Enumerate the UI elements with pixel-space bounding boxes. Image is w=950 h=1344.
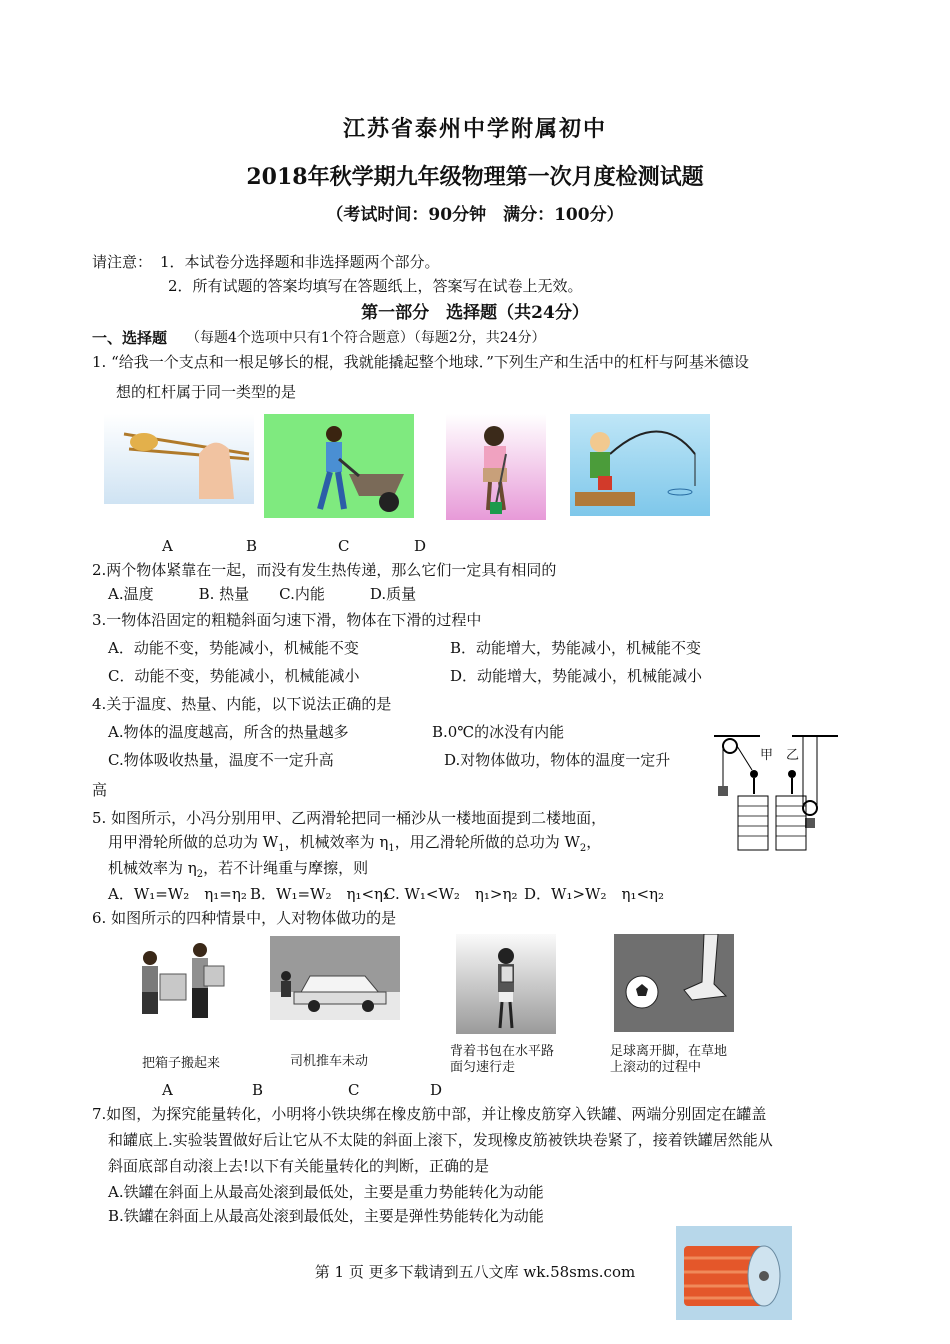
part1-title: 第一部分 选择题（共24分） <box>361 303 589 323</box>
q6-caption-b: 司机推车未动 <box>290 1054 369 1069</box>
q5-option-d: D．W₁>W₂ η₁<η₂ <box>524 885 665 903</box>
q1-label-a: A <box>162 537 173 555</box>
q6-label-d: D <box>430 1081 443 1099</box>
q3-option-a: A．动能不变，势能减小，机械能不变 <box>108 639 359 657</box>
fig-label-yi: 乙 <box>786 748 800 763</box>
q6-label-c: C <box>348 1081 360 1099</box>
q5-option-a: A．W₁=W₂ η₁=η₂ <box>108 885 247 903</box>
q7-line1: 7.如图，为探究能量转化，小明将小铁块绑在橡皮筋中部，并让橡皮筋穿入铁罐、两端分别固定在罐盖 <box>92 1105 767 1123</box>
q4-option-d: D.对物体做功，物体的温度一定升 <box>444 751 671 769</box>
q5-line2: 用甲滑轮所做的总功为 $W_1$，机械效率为 $\eta_1$，用乙滑轮所做的总功为 $W_2$， <box>108 833 602 854</box>
school-name: 江苏省泰州中学附属初中 <box>342 116 607 142</box>
q4-option-b: B.0℃的冰没有内能 <box>432 723 565 741</box>
q6-label-a: A <box>162 1081 173 1099</box>
q1-line1: 1. “给我一个支点和一根足够长的棍，我就能撬起整个地球．”下列生产和生活中的杠杆与阿基米德设 <box>92 353 749 371</box>
q1-label-c: C <box>338 537 350 555</box>
q6-caption-c1: 背着书包在水平路 <box>450 1044 555 1059</box>
q6-caption-c2: 面匀速行走 <box>450 1060 516 1075</box>
q3-option-c: C．动能不变，势能减小，机械能减小 <box>108 667 360 685</box>
q6-caption-d1: 足球离开脚，在草地 <box>610 1044 728 1059</box>
fishing-rod-image <box>570 414 710 516</box>
q4-stem: 4.关于温度、热量、内能，以下说法正确的是 <box>92 695 392 713</box>
exam-info: （考试时间：90分钟 满分：100分） <box>326 205 624 225</box>
q4-option-d-cont: 高 <box>92 781 108 799</box>
notice-label: 请注意： <box>92 253 153 271</box>
fig-label-jia: 甲 <box>760 748 774 763</box>
q1-label-d: D <box>414 537 427 555</box>
q3-option-b: B．动能增大，势能减小，机械能不变 <box>450 639 702 657</box>
q5-line1: 5. 如图所示，小冯分别用甲、乙两滑轮把同一桶沙从一楼地面提到二楼地面， <box>92 809 607 827</box>
q4-option-c: C.物体吸收热量，温度不一定升高 <box>108 751 334 769</box>
broom-sweeping-image <box>446 414 546 520</box>
q7-option-b: B.铁罐在斜面上从最高处滚到最低处，主要是弹性势能转化为动能 <box>108 1207 544 1225</box>
notice-item-2: 2．所有试题的答案均填写在答题纸上，答案写在试卷上无效。 <box>168 277 583 295</box>
football-kick-image <box>614 934 734 1032</box>
lifting-box-image <box>130 938 230 1026</box>
q2-options: A.温度 B. 热量 C.内能 D.质量 <box>108 585 417 603</box>
q4-option-a: A.物体的温度越高，所含的热量越多 <box>108 723 349 741</box>
section-desc: （每题4个选项中只有1个符合题意）（每题2分，共24分） <box>186 330 546 346</box>
wheelbarrow-image <box>264 414 414 518</box>
q1-label-b: B <box>246 537 258 555</box>
q5-option-c: C. W₁<W₂ η₁>η₂ <box>384 885 518 903</box>
q1-line2: 想的杠杆属于同一类型的是 <box>116 383 297 401</box>
q6-caption-a: 把箱子搬起来 <box>142 1056 221 1071</box>
q7-line3: 斜面底部自动滚上去!以下有关能量转化的判断，正确的是 <box>108 1157 490 1175</box>
q6-label-b: B <box>252 1081 264 1099</box>
q7-option-a: A.铁罐在斜面上从最高处滚到最低处，主要是重力势能转化为动能 <box>108 1183 544 1201</box>
notice-item-1: 1．本试卷分选择题和非选择题两个部分。 <box>160 253 440 271</box>
q5-line3: 机械效率为 $\eta_2$，若不计绳重与摩擦，则 <box>108 859 369 880</box>
q2-stem: 2.两个物体紧靠在一起，而没有发生热传递，那么它们一定具有相同的 <box>92 561 557 579</box>
section-label: 一、选择题 <box>92 329 168 347</box>
walking-backpack-image <box>456 934 556 1034</box>
chopsticks-image <box>104 414 254 504</box>
q3-stem: 3.一物体沿固定的粗糙斜面匀速下滑，物体在下滑的过程中 <box>92 611 482 629</box>
q6-caption-d2: 上滚动的过程中 <box>610 1060 702 1075</box>
pulley-figure <box>712 730 840 852</box>
exam-title: 2018年秋学期九年级物理第一次月度检测试题 <box>246 164 704 190</box>
page-footer: 第 1 页 更多下载请到五八文库 wk.58sms.com <box>314 1263 636 1281</box>
q3-option-d: D．动能增大，势能减小，机械能减小 <box>450 667 703 685</box>
pushing-car-image <box>270 936 400 1020</box>
q5-option-b: B．W₁=W₂ η₁<η₂ <box>250 885 390 903</box>
q6-stem: 6. 如图所示的四种情景中，人对物体做功的是 <box>92 909 397 927</box>
q7-line2: 和罐底上.实验装置做好后让它从不太陡的斜面上滚下，发现橡皮筋被铁块卷紧了，接着铁罐居然能从 <box>108 1131 773 1149</box>
